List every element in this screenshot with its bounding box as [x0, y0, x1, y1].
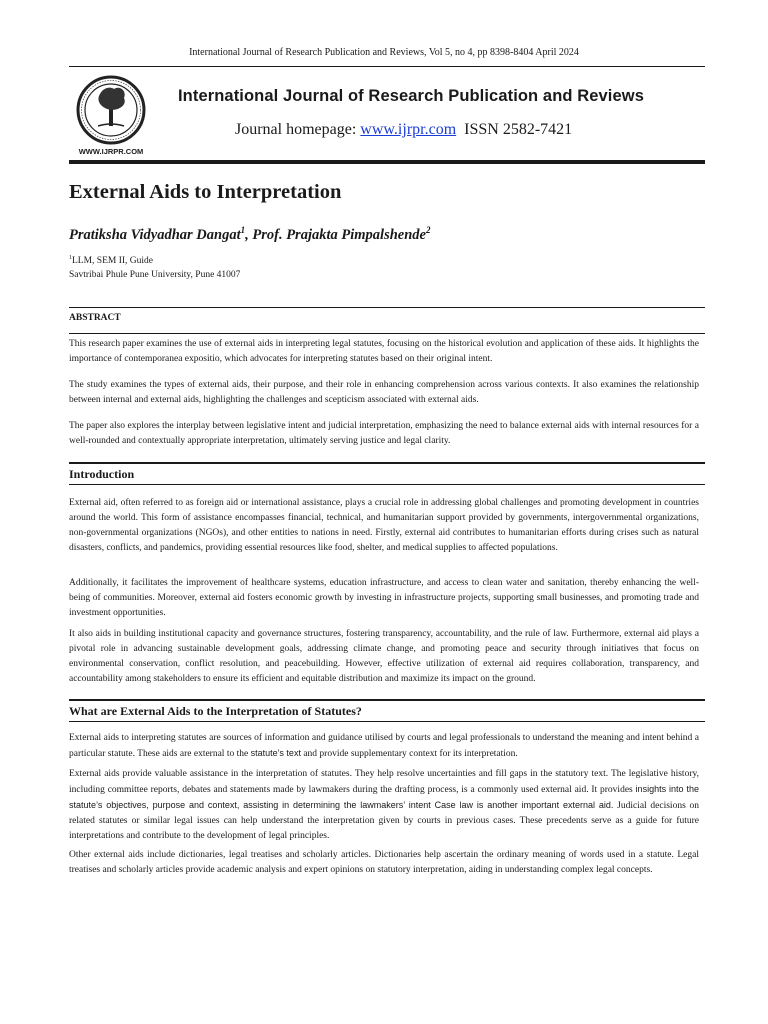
logo-text: WWW.IJRPR.COM	[78, 147, 144, 156]
abstract-top-rule	[69, 307, 705, 308]
abstract-heading: ABSTRACT	[69, 313, 121, 323]
section-2-heading-rule	[69, 721, 705, 722]
author-1: Pratiksha Vidyadhar Dangat	[69, 226, 241, 243]
abstract-paragraph-1: This research paper examines the use of external aids in interpreting legal statutes, focusing on the historical evolution and application of these aids. It highlights the importance of contemporanea expositio, which advocates for interpreting statutes based on their original intent.	[69, 339, 699, 364]
introduction-top-rule	[69, 462, 705, 464]
section-2-p2-c: Judicial decisions on related statutes or similar legal issues can help understand the interpretation given by courts in previous cases. These precedents serve as a guide for future interpretations and contribute to the development of legal principles.	[69, 801, 699, 841]
homepage-link[interactable]: www.ijrpr.com	[360, 121, 457, 138]
running-head: International Journal of Research Publication and Reviews, Vol 5, no 4, pp 8398-8404 April 2024	[189, 47, 579, 58]
introduction-paragraph-1: External aid, often referred to as foreign aid or international assistance, plays a crucial role in addressing global challenges and promoting development in countries around the world. This form of assistance encompasses financial, technical, and humanitarian support provided by governments, intergovernmental organizations, non-governmental organizations (NGOs), and other entities to nations in need. Firstly, external aid contributes to humanitarian efforts during crises such as natural disasters, conflicts, and pandemics, providing essential resources like food, shelter, and medical supplies to affected populations.	[69, 498, 699, 553]
authors	[69, 225, 430, 244]
affiliation-line-1	[69, 255, 153, 266]
section-2-p1-a: External aids to interpreting statutes are sources of information and guidance utilised by courts and legal professionals to understand the meaning and intent behind a particular statute. These aids are external to the	[69, 733, 699, 759]
abstract-heading-rule	[69, 333, 705, 334]
section-2-heading: What are External Aids to the Interpretation of Statutes?	[69, 704, 362, 718]
section-2-p2-a: External aids provide valuable assistance in the interpretation of statutes. They help resolve uncertainties and fill gaps in the statutory text. The legislative history, including committee reports, debates and statements made by lawmakers during the drafting process, is a commonly used external aid. It provides	[69, 769, 699, 795]
introduction-heading-rule	[69, 484, 705, 485]
section-2-paragraph-3: Other external aids include dictionaries, legal treatises and scholarly articles. Dictionaries help ascertain the ordinary meaning of words used in a statute. Legal treatises and scholarly articles provide academic analysis and expert opinions on statutory interpretation, aiding in understanding complex legal concepts.	[69, 850, 699, 875]
section-2-p1-b: statute’s text	[250, 748, 301, 758]
journal-title: International Journal of Research Publication and Reviews	[178, 87, 644, 105]
author-1-sup: 1	[240, 225, 246, 235]
section-2-p2-b: insights into the statute’s objectives, purpose and context, assisting in determining the lawmakers’ intent Case law is another important external aid.	[69, 784, 699, 810]
affiliation-sup: 1	[69, 255, 72, 261]
section-2-paragraph-1	[69, 731, 699, 762]
section-2-top-rule	[69, 699, 705, 701]
introduction-heading: Introduction	[69, 467, 135, 481]
author-separator: ,	[245, 226, 253, 243]
author-2: Prof. Prajakta Pimpalshende	[252, 226, 426, 243]
author-2-sup: 2	[425, 225, 431, 235]
affiliation-role: LLM, SEM II, Guide	[72, 256, 154, 267]
journal-homepage-line	[235, 121, 572, 139]
homepage-label: Journal homepage:	[235, 121, 357, 138]
affiliation-line-2: Savtribai Phule Pune University, Pune 41007	[69, 270, 241, 280]
introduction-paragraph-2: Additionally, it facilitates the improvement of healthcare systems, education infrastructure, and access to clean water and sanitation, thereby enhancing the well-being of communities. Moreover, external aid fosters economic growth by investing in infrastructure projects, supporting small businesses, and promoting trade and investment opportunities.	[69, 578, 699, 618]
issn: ISSN 2582-7421	[464, 121, 573, 138]
abstract-paragraph-2: The study examines the types of external aids, their purpose, and their role in enhancing comprehension across various contexts. It also examines the relationship between internal and external aids, highlighting the challenges and scepticism associated with external aids.	[69, 380, 699, 405]
journal-logo	[70, 72, 152, 156]
abstract-paragraph-3: The paper also explores the interplay between legislative intent and judicial interpretation, emphasizing the need to balance external aids with internal resources for a well-rounded and contextually appropriate interpretation, ultimately serving justice and legal clarity.	[69, 421, 699, 446]
header-bottom-rule	[69, 160, 705, 164]
introduction-paragraph-3: It also aids in building institutional capacity and governance structures, fostering transparency, accountability, and the rule of law. Furthermore, external aid plays a pivotal role in advancing sustainable development goals, addressing climate change, and promoting peace and security through initiatives that focus on environmental conservation, conflict resolution, and peacebuilding. However, effective utilization of external aid requires collaboration, transparency, and accountability among stakeholders to ensure its efficient and equitable distribution and maximize its impact on the ground.	[69, 629, 699, 684]
section-2-paragraph-2	[69, 767, 699, 844]
section-2-p1-c: and provide supplementary context for its interpretation.	[303, 749, 518, 759]
header-top-rule	[69, 66, 705, 67]
paper-title: External Aids to Interpretation	[69, 181, 342, 203]
